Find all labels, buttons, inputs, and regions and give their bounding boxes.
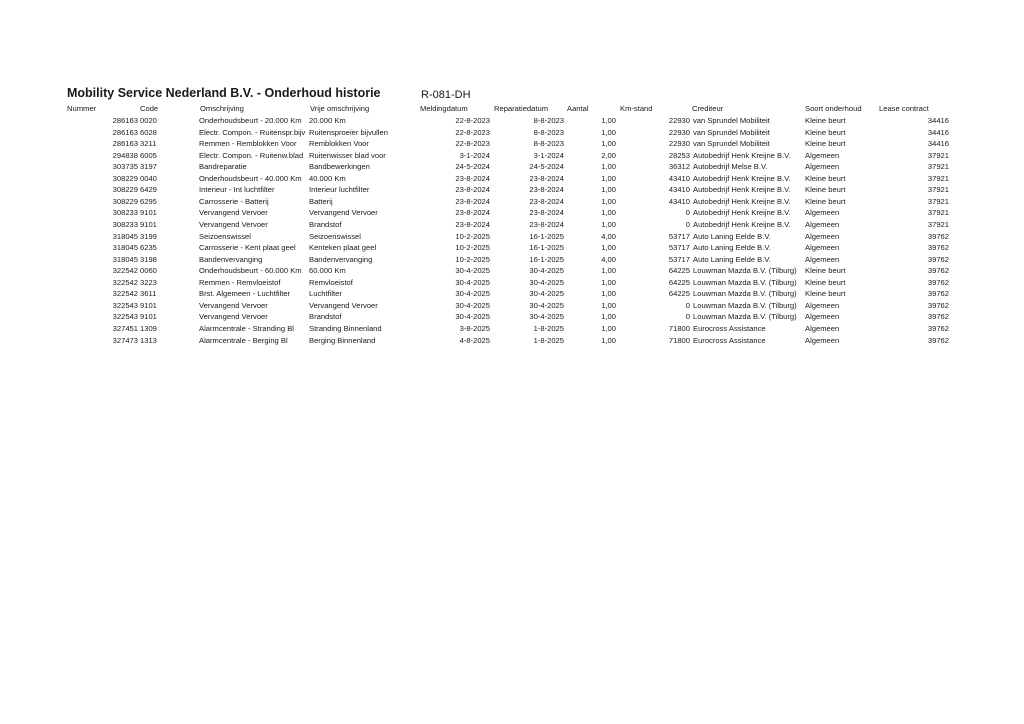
cell-nummer: 286163: [112, 127, 138, 137]
header-omschrijving: Omschrijving: [200, 104, 244, 113]
cell-omschrijving: Brst. Algemeen - Luchtfilter: [199, 289, 291, 299]
cell-reparatiedatum: 8-8-2023: [533, 139, 564, 149]
cell-soort-onderhoud: Algemeen: [805, 243, 840, 253]
cell-soort-onderhoud: Kleine beurt: [805, 277, 846, 287]
cell-aantal: 1,00: [601, 266, 616, 276]
cell-lease-contract: 34416: [927, 116, 949, 125]
cell-vrije-omschrijving: Vervangend Vervoer: [309, 208, 378, 218]
cell-aantal: 1,00: [601, 312, 616, 322]
cell-nummer: 327473: [112, 335, 138, 345]
cell-omschrijving: Alarmcentrale - Stranding Bl: [199, 323, 294, 333]
cell-nummer: 308233: [112, 219, 138, 229]
cell-lease-contract: 37921: [927, 208, 949, 218]
cell-code: 3223: [140, 277, 157, 287]
cell-soort-onderhoud: Algemeen: [805, 335, 840, 345]
cell-crediteur-naam: Autobedrijf Henk Kreijne B.V.: [693, 150, 791, 160]
cell-crediteur-nummer: 71800: [668, 323, 690, 333]
cell-aantal: 1,00: [601, 335, 616, 345]
cell-aantal: 4,00: [601, 231, 616, 241]
cell-aantal: 1,00: [601, 185, 616, 195]
cell-reparatiedatum: 1-8-2025: [533, 323, 564, 333]
cell-meldingdatum: 24-5-2024: [455, 162, 490, 172]
cell-reparatiedatum: 23-8-2024: [529, 219, 564, 229]
cell-crediteur-nummer: 71800: [668, 335, 690, 345]
cell-code: 9101: [140, 208, 157, 218]
cell-omschrijving: Onderhoudsbeurt - 20.000 Km: [199, 116, 302, 125]
license-plate: R-081-DH: [421, 89, 471, 101]
cell-aantal: 1,00: [601, 243, 616, 253]
cell-code: 3197: [140, 162, 157, 172]
cell-meldingdatum: 30-4-2025: [455, 300, 490, 310]
cell-crediteur-nummer: 0: [685, 219, 690, 229]
cell-reparatiedatum: 23-8-2024: [529, 173, 564, 183]
cell-crediteur-naam: Louwman Mazda B.V. (Tilburg): [693, 289, 797, 299]
cell-aantal: 4,00: [601, 254, 616, 264]
cell-reparatiedatum: 30-4-2025: [529, 266, 564, 276]
cell-vrije-omschrijving: Stranding Binnenland: [309, 323, 382, 333]
cell-code: 9101: [140, 300, 157, 310]
cell-reparatiedatum: 30-4-2025: [529, 289, 564, 299]
cell-lease-contract: 37921: [927, 219, 949, 229]
cell-crediteur-naam: Eurocross Assistance: [693, 335, 766, 345]
cell-crediteur-naam: Eurocross Assistance: [693, 323, 766, 333]
cell-aantal: 1,00: [601, 139, 616, 149]
header-lease-contract: Lease contract: [879, 104, 929, 113]
cell-omschrijving: Seizoenswissel: [199, 231, 251, 241]
header-vrije-omschrijving: Vrije omschrijving: [310, 104, 370, 113]
cell-vrije-omschrijving: Ruitenwisser blad voor: [309, 150, 386, 160]
cell-code: 3611: [140, 289, 157, 299]
cell-vrije-omschrijving: 40.000 Km: [309, 173, 346, 183]
cell-crediteur-naam: Louwman Mazda B.V. (Tilburg): [693, 277, 797, 287]
cell-meldingdatum: 3-8-2025: [459, 323, 490, 333]
cell-crediteur-nummer: 53717: [668, 231, 690, 241]
cell-soort-onderhoud: Algemeen: [805, 219, 840, 229]
cell-code: 1313: [140, 335, 157, 345]
cell-nummer: 322543: [112, 300, 138, 310]
cell-crediteur-nummer: 0: [685, 208, 690, 218]
cell-lease-contract: 39762: [927, 335, 949, 345]
cell-code: 6028: [140, 127, 157, 137]
cell-reparatiedatum: 30-4-2025: [529, 277, 564, 287]
cell-lease-contract: 34416: [927, 127, 949, 137]
cell-code: 9101: [140, 312, 157, 322]
cell-vrije-omschrijving: Remblokken Voor: [309, 139, 369, 149]
cell-lease-contract: 39762: [927, 277, 949, 287]
cell-reparatiedatum: 30-4-2025: [529, 300, 564, 310]
cell-vrije-omschrijving: Kenteken plaat geel: [309, 243, 377, 253]
cell-lease-contract: 39762: [927, 289, 949, 299]
cell-nummer: 308229: [112, 196, 138, 206]
cell-reparatiedatum: 1-8-2025: [533, 335, 564, 345]
cell-nummer: 303735: [112, 162, 138, 172]
cell-meldingdatum: 10-2-2025: [455, 254, 490, 264]
cell-meldingdatum: 22-8-2023: [455, 116, 490, 125]
cell-code: 9101: [140, 219, 157, 229]
cell-omschrijving: Carrosserie - Kent plaat geel: [199, 243, 296, 253]
header-reparatiedatum: Reparatiedatum: [494, 104, 549, 113]
cell-reparatiedatum: 3-1-2024: [533, 150, 564, 160]
cell-crediteur-naam: Auto Laning Eelde B.V.: [693, 254, 771, 264]
cell-omschrijving: Bandreparatie: [199, 162, 247, 172]
cell-crediteur-naam: Louwman Mazda B.V. (Tilburg): [693, 300, 797, 310]
cell-meldingdatum: 10-2-2025: [455, 231, 490, 241]
cell-soort-onderhoud: Algemeen: [805, 312, 840, 322]
cell-crediteur-naam: Auto Laning Eelde B.V.: [693, 243, 771, 253]
cell-aantal: 1,00: [601, 300, 616, 310]
cell-lease-contract: 37921: [927, 150, 949, 160]
cell-aantal: 1,00: [601, 116, 616, 125]
cell-crediteur-naam: Autobedrijf Henk Kreijne B.V.: [693, 173, 791, 183]
cell-crediteur-nummer: 64225: [668, 289, 690, 299]
cell-crediteur-naam: van Sprundel Mobiliteit: [693, 139, 770, 149]
cell-soort-onderhoud: Kleine beurt: [805, 196, 846, 206]
cell-omschrijving: Electr. Compon. - Ruitenw.blad: [199, 150, 304, 160]
cell-crediteur-nummer: 43410: [668, 196, 690, 206]
cell-lease-contract: 37921: [927, 185, 949, 195]
cell-reparatiedatum: 16-1-2025: [529, 254, 564, 264]
cell-vrije-omschrijving: Berging Binnenland: [309, 335, 376, 345]
cell-nummer: 318045: [112, 243, 138, 253]
cell-vrije-omschrijving: Batterij: [309, 196, 333, 206]
cell-meldingdatum: 4-8-2025: [459, 335, 490, 345]
cell-crediteur-nummer: 53717: [668, 254, 690, 264]
page-title: Mobility Service Nederland B.V. - Onderhoud historie: [67, 86, 381, 100]
cell-nummer: 322542: [112, 289, 138, 299]
cell-aantal: 1,00: [601, 196, 616, 206]
cell-reparatiedatum: 8-8-2023: [533, 116, 564, 125]
cell-nummer: 318045: [112, 231, 138, 241]
header-nummer: Nummer: [67, 104, 97, 113]
cell-aantal: 1,00: [601, 173, 616, 183]
cell-reparatiedatum: 24-5-2024: [529, 162, 564, 172]
cell-lease-contract: 39762: [927, 312, 949, 322]
cell-aantal: 1,00: [601, 277, 616, 287]
cell-crediteur-nummer: 28253: [668, 150, 690, 160]
cell-aantal: 1,00: [601, 323, 616, 333]
cell-code: 6005: [140, 150, 157, 160]
cell-nummer: 322542: [112, 266, 138, 276]
cell-crediteur-nummer: 0: [685, 312, 690, 322]
cell-omschrijving: Bandenvervanging: [199, 254, 263, 264]
cell-vrije-omschrijving: Vervangend Vervoer: [309, 300, 378, 310]
cell-omschrijving: Electr. Compon. - Ruitenspr.bijv: [199, 127, 306, 137]
cell-soort-onderhoud: Kleine beurt: [805, 266, 846, 276]
header-aantal: Aantal: [567, 104, 589, 113]
cell-nummer: 322543: [112, 312, 138, 322]
cell-lease-contract: 37921: [927, 196, 949, 206]
header-crediteur: Crediteur: [692, 104, 724, 113]
cell-meldingdatum: 23-8-2024: [455, 173, 490, 183]
cell-meldingdatum: 30-4-2025: [455, 266, 490, 276]
cell-aantal: 1,00: [601, 162, 616, 172]
cell-omschrijving: Alarmcentrale - Berging Bl: [199, 335, 288, 345]
cell-reparatiedatum: 8-8-2023: [533, 127, 564, 137]
cell-lease-contract: 39762: [927, 254, 949, 264]
cell-meldingdatum: 30-4-2025: [455, 312, 490, 322]
header-meldingdatum: Meldingdatum: [420, 104, 468, 113]
cell-vrije-omschrijving: Ruitensproeier bijvullen: [309, 127, 388, 137]
cell-soort-onderhoud: Algemeen: [805, 323, 840, 333]
cell-crediteur-naam: Auto Laning Eelde B.V.: [693, 231, 771, 241]
cell-meldingdatum: 23-8-2024: [455, 196, 490, 206]
cell-reparatiedatum: 16-1-2025: [529, 231, 564, 241]
header-code: Code: [140, 104, 159, 113]
cell-meldingdatum: 22-8-2023: [455, 139, 490, 149]
cell-aantal: 1,00: [601, 127, 616, 137]
cell-reparatiedatum: 30-4-2025: [529, 312, 564, 322]
cell-crediteur-naam: Louwman Mazda B.V. (Tilburg): [693, 312, 797, 322]
cell-crediteur-naam: van Sprundel Mobiliteit: [693, 127, 770, 137]
cell-omschrijving: Carrosserie - Batterij: [199, 196, 269, 206]
cell-vrije-omschrijving: 20.000 Km: [309, 116, 346, 125]
cell-crediteur-naam: Autobedrijf Henk Kreijne B.V.: [693, 196, 791, 206]
cell-code: 3199: [140, 231, 157, 241]
cell-omschrijving: Remmen - Remvloeistof: [199, 277, 281, 287]
cell-reparatiedatum: 23-8-2024: [529, 196, 564, 206]
cell-soort-onderhoud: Kleine beurt: [805, 127, 846, 137]
cell-nummer: 327451: [112, 323, 138, 333]
cell-code: 3211: [140, 139, 157, 149]
cell-nummer: 308233: [112, 208, 138, 218]
cell-nummer: 318045: [112, 254, 138, 264]
cell-crediteur-naam: van Sprundel Mobiliteit: [693, 116, 770, 125]
cell-code: 0060: [140, 266, 157, 276]
cell-soort-onderhoud: Kleine beurt: [805, 116, 846, 125]
cell-crediteur-naam: Autobedrijf Henk Kreijne B.V.: [693, 219, 791, 229]
cell-meldingdatum: 22-8-2023: [455, 127, 490, 137]
cell-vrije-omschrijving: Bandenvervanging: [309, 254, 373, 264]
cell-code: 1309: [140, 323, 157, 333]
cell-omschrijving: Vervangend Vervoer: [199, 300, 268, 310]
cell-crediteur-nummer: 43410: [668, 173, 690, 183]
cell-meldingdatum: 30-4-2025: [455, 277, 490, 287]
cell-crediteur-naam: Autobedrijf Melse B.V.: [693, 162, 768, 172]
cell-vrije-omschrijving: Brandstof: [309, 312, 342, 322]
cell-omschrijving: Remmen - Remblokken Voor: [199, 139, 297, 149]
cell-lease-contract: 34416: [927, 139, 949, 149]
cell-meldingdatum: 3-1-2024: [459, 150, 490, 160]
cell-reparatiedatum: 23-8-2024: [529, 208, 564, 218]
cell-crediteur-naam: Autobedrijf Henk Kreijne B.V.: [693, 185, 791, 195]
cell-aantal: 2,00: [601, 150, 616, 160]
cell-soort-onderhoud: Algemeen: [805, 162, 840, 172]
cell-crediteur-nummer: 53717: [668, 243, 690, 253]
cell-aantal: 1,00: [601, 208, 616, 218]
cell-soort-onderhoud: Algemeen: [805, 208, 840, 218]
cell-omschrijving: Vervangend Vervoer: [199, 312, 268, 322]
cell-vrije-omschrijving: Seizoenswissel: [309, 231, 361, 241]
cell-meldingdatum: 30-4-2025: [455, 289, 490, 299]
cell-lease-contract: 39762: [927, 243, 949, 253]
cell-omschrijving: Onderhoudsbeurt - 60.000 Km: [199, 266, 302, 276]
cell-crediteur-nummer: 22930: [668, 127, 690, 137]
cell-lease-contract: 39762: [927, 323, 949, 333]
cell-vrije-omschrijving: Bandbewerkingen: [309, 162, 370, 172]
cell-meldingdatum: 10-2-2025: [455, 243, 490, 253]
cell-reparatiedatum: 23-8-2024: [529, 185, 564, 195]
cell-nummer: 308229: [112, 173, 138, 183]
cell-soort-onderhoud: Kleine beurt: [805, 289, 846, 299]
cell-lease-contract: 39762: [927, 231, 949, 241]
cell-omschrijving: Interieur - Int luchtfilter: [199, 185, 275, 195]
cell-vrije-omschrijving: Interieur luchtfilter: [309, 185, 370, 195]
cell-code: 6429: [140, 185, 157, 195]
cell-crediteur-nummer: 0: [685, 300, 690, 310]
cell-omschrijving: Vervangend Vervoer: [199, 208, 268, 218]
cell-omschrijving: Onderhoudsbeurt - 40.000 Km: [199, 173, 302, 183]
cell-crediteur-nummer: 64225: [668, 277, 690, 287]
cell-reparatiedatum: 16-1-2025: [529, 243, 564, 253]
cell-meldingdatum: 23-8-2024: [455, 208, 490, 218]
cell-vrije-omschrijving: Remvloeistof: [309, 277, 353, 287]
cell-code: 6235: [140, 243, 157, 253]
cell-soort-onderhoud: Kleine beurt: [805, 173, 846, 183]
cell-nummer: 294838: [112, 150, 138, 160]
cell-aantal: 1,00: [601, 289, 616, 299]
header-soort-onderhoud: Soort onderhoud: [805, 104, 862, 113]
cell-soort-onderhoud: Algemeen: [805, 150, 840, 160]
cell-aantal: 1,00: [601, 219, 616, 229]
cell-lease-contract: 39762: [927, 266, 949, 276]
cell-crediteur-nummer: 36312: [668, 162, 690, 172]
cell-crediteur-nummer: 22930: [668, 116, 690, 125]
header-km-stand: Km-stand: [620, 104, 653, 113]
cell-lease-contract: 37921: [927, 162, 949, 172]
cell-nummer: 286163: [112, 139, 138, 149]
cell-crediteur-naam: Louwman Mazda B.V. (Tilburg): [693, 266, 797, 276]
cell-lease-contract: 39762: [927, 300, 949, 310]
cell-omschrijving: Vervangend Vervoer: [199, 219, 268, 229]
cell-soort-onderhoud: Algemeen: [805, 300, 840, 310]
cell-code: 0040: [140, 173, 157, 183]
cell-crediteur-nummer: 64225: [668, 266, 690, 276]
cell-nummer: 286163: [112, 116, 138, 125]
cell-code: 0020: [140, 116, 157, 125]
cell-meldingdatum: 23-8-2024: [455, 219, 490, 229]
cell-vrije-omschrijving: Luchtfilter: [309, 289, 342, 299]
cell-nummer: 308229: [112, 185, 138, 195]
cell-crediteur-nummer: 22930: [668, 139, 690, 149]
cell-code: 6295: [140, 196, 157, 206]
cell-crediteur-naam: Autobedrijf Henk Kreijne B.V.: [693, 208, 791, 218]
cell-crediteur-nummer: 43410: [668, 185, 690, 195]
cell-nummer: 322542: [112, 277, 138, 287]
cell-soort-onderhoud: Algemeen: [805, 254, 840, 264]
cell-soort-onderhoud: Kleine beurt: [805, 139, 846, 149]
cell-lease-contract: 37921: [927, 173, 949, 183]
cell-vrije-omschrijving: Brandstof: [309, 219, 342, 229]
cell-code: 3198: [140, 254, 157, 264]
cell-vrije-omschrijving: 60.000 Km: [309, 266, 346, 276]
cell-soort-onderhoud: Algemeen: [805, 231, 840, 241]
cell-meldingdatum: 23-8-2024: [455, 185, 490, 195]
cell-soort-onderhoud: Kleine beurt: [805, 185, 846, 195]
